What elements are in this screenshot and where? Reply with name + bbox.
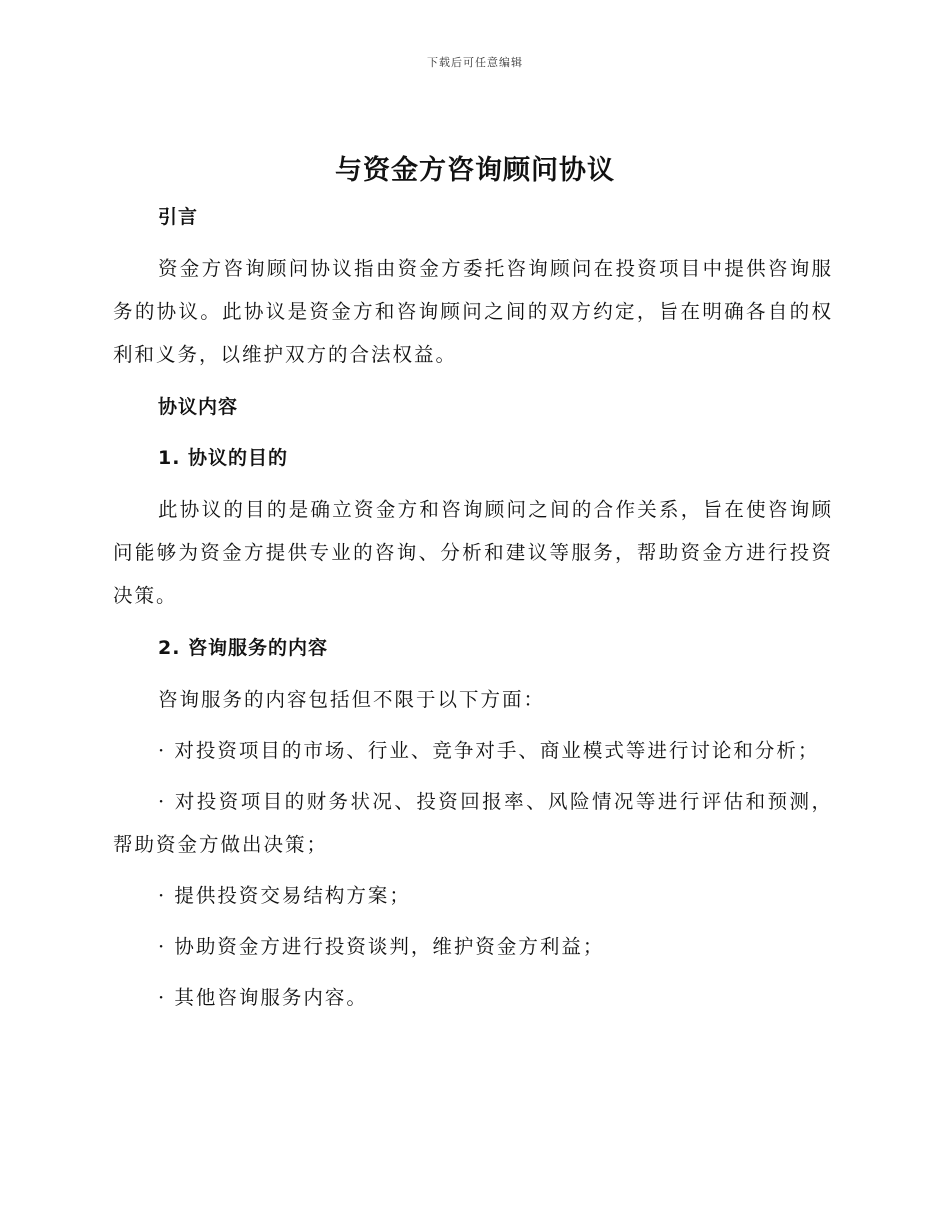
document-title: 与资金方咨询顾问协议 bbox=[335, 155, 615, 186]
intro-paragraph: 资金方咨询顾问协议指由资金方委托咨询顾问在投资项目中提供咨询服务的协议。此协议是资金方和咨询顾问之间的双方约定，旨在明确各自的权利和义务，以维护双方的合法权益。 bbox=[113, 257, 833, 366]
document-body bbox=[113, 196, 833, 1019]
section1-heading: 1. 协议的目的 bbox=[158, 447, 289, 469]
content-heading: 协议内容 bbox=[158, 396, 239, 418]
bullet-item: · 其他咨询服务内容。 bbox=[158, 986, 368, 1009]
bullet-item: · 对投资项目的财务状况、投资回报率、风险情况等进行评估和预测，帮助资金方做出决策； bbox=[113, 790, 833, 856]
intro-heading: 引言 bbox=[158, 206, 199, 228]
bullet-item: · 协助资金方进行投资谈判，维护资金方利益； bbox=[158, 935, 605, 958]
section1-paragraph: 此协议的目的是确立资金方和咨询顾问之间的合作关系，旨在使咨询顾问能够为资金方提供专业的咨询、分析和建议等服务，帮助资金方进行投资决策。 bbox=[113, 498, 833, 607]
bullet-item: · 提供投资交易结构方案； bbox=[158, 884, 411, 907]
header-note: 下载后可任意编辑 bbox=[427, 56, 523, 69]
section2-intro: 咨询服务的内容包括但不限于以下方面： bbox=[158, 688, 546, 711]
bullet-item: · 对投资项目的市场、行业、竞争对手、商业模式等进行讨论和分析； bbox=[158, 739, 820, 762]
section2-heading: 2. 咨询服务的内容 bbox=[158, 637, 329, 659]
